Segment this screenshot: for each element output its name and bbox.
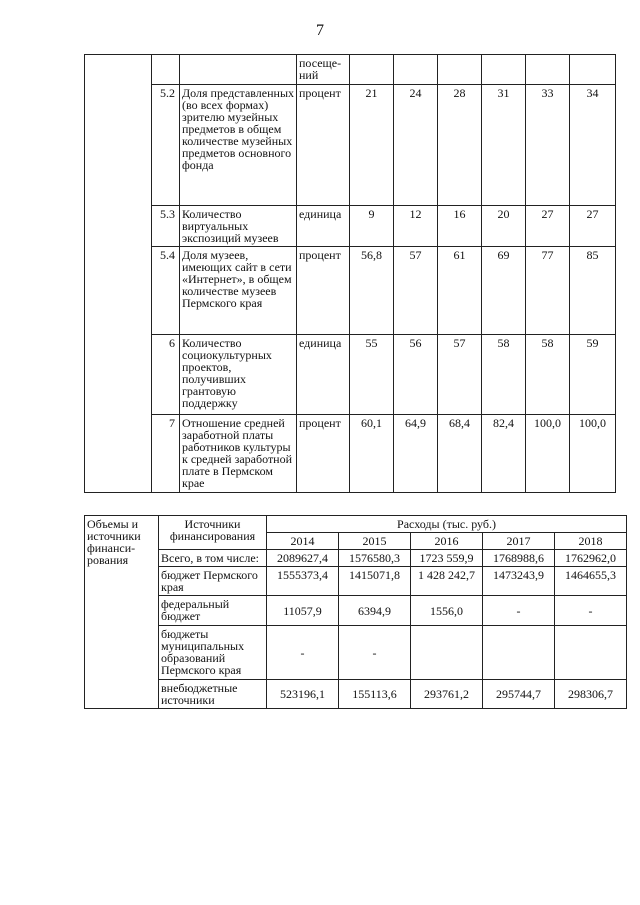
indicator-value [526,55,570,85]
indicator-unit: единица [297,335,350,415]
funding-value [411,626,483,680]
funding-value: 293761,2 [411,680,483,709]
indicator-name: Доля представленных (во всех формах) зрителю музейных предметов в общем количестве музейных предметов основного фонда [180,85,297,206]
funding-value: 6394,9 [339,596,411,626]
indicator-value: 58 [482,335,526,415]
indicator-value: 24 [394,85,438,206]
indicator-value: 33 [526,85,570,206]
indicator-row [85,247,616,335]
indicator-name: Количество виртуальных экспозиций музеев [180,206,297,247]
indicator-value: 56 [394,335,438,415]
indicator-value: 100,0 [570,415,616,493]
indicator-unit: посеще- ний [297,55,350,85]
funding-row [85,626,627,680]
indicator-value [350,55,394,85]
page-number: 7 [316,22,324,39]
funding-value: 1464655,3 [555,567,627,596]
funding-value: - [555,596,627,626]
indicator-value: 31 [482,85,526,206]
funding-value [483,626,555,680]
funding-source: внебюджетные источники [159,680,267,709]
indicator-value: 59 [570,335,616,415]
indicator-value: 21 [350,85,394,206]
indicators-table [84,54,616,493]
funding-source: бюджеты муниципальных образований Пермского края [159,626,267,680]
funding-row [85,680,627,709]
indicator-value: 69 [482,247,526,335]
funding-source: бюджет Пермского края [159,567,267,596]
indicator-name [180,55,297,85]
indicator-value: 77 [526,247,570,335]
indicator-value: 58 [526,335,570,415]
funding-value: 155113,6 [339,680,411,709]
indicator-value [394,55,438,85]
indicator-value: 60,1 [350,415,394,493]
indicator-value [482,55,526,85]
funding-value: 2089627,4 [267,550,339,567]
indicator-row [85,206,616,247]
year-header: 2018 [555,533,627,550]
indicator-value: 82,4 [482,415,526,493]
year-header: 2014 [267,533,339,550]
indicator-value: 34 [570,85,616,206]
indicator-number [152,55,180,85]
funding-value: 1555373,4 [267,567,339,596]
funding-row [85,596,627,626]
funding-value: 1415071,8 [339,567,411,596]
funding-value: 295744,7 [483,680,555,709]
indicator-name: Доля музеев, имеющих сайт в сети «Интернет», в общем количестве музеев Пермского края [180,247,297,335]
indicator-value: 100,0 [526,415,570,493]
funding-row [85,567,627,596]
indicator-value: 27 [570,206,616,247]
indicator-number: 5.4 [152,247,180,335]
indicator-value: 64,9 [394,415,438,493]
funding-value: 298306,7 [555,680,627,709]
indicator-blank-cell [85,55,152,493]
funding-value: - [267,626,339,680]
indicator-value: 16 [438,206,482,247]
funding-value: 1556,0 [411,596,483,626]
indicator-unit: процент [297,85,350,206]
funding-value: 1768988,6 [483,550,555,567]
funding-value: - [483,596,555,626]
indicator-row [85,85,616,206]
funding-value: 11057,9 [267,596,339,626]
funding-value: 1576580,3 [339,550,411,567]
indicator-number: 7 [152,415,180,493]
indicator-name: Отношение средней заработной платы работников культуры к средней заработной плате в Пермском крае [180,415,297,493]
indicator-value: 12 [394,206,438,247]
funding-source: Всего, в том числе: [159,550,267,567]
year-header: 2015 [339,533,411,550]
year-header: 2017 [483,533,555,550]
funding-section-label: Объемы и источники финанси-рования [85,516,159,709]
funding-value: 523196,1 [267,680,339,709]
indicator-row [85,415,616,493]
indicator-value [570,55,616,85]
funding-source: федеральный бюджет [159,596,267,626]
indicator-number: 5.3 [152,206,180,247]
indicator-value: 55 [350,335,394,415]
indicator-row [85,55,616,85]
indicator-value: 28 [438,85,482,206]
funding-value: 1 428 242,7 [411,567,483,596]
sources-header: Источники финансирования [159,516,267,550]
indicator-value: 61 [438,247,482,335]
funding-value: 1762962,0 [555,550,627,567]
indicator-unit: единица [297,206,350,247]
indicator-value: 57 [394,247,438,335]
indicator-row [85,335,616,415]
indicator-value: 9 [350,206,394,247]
indicator-value [438,55,482,85]
funding-value: 1473243,9 [483,567,555,596]
indicator-value: 85 [570,247,616,335]
indicator-value: 27 [526,206,570,247]
year-header: 2016 [411,533,483,550]
indicator-unit: процент [297,247,350,335]
indicator-value: 68,4 [438,415,482,493]
expenses-header: Расходы (тыс. руб.) [267,516,627,533]
indicator-value: 57 [438,335,482,415]
indicator-unit: процент [297,415,350,493]
indicator-value: 56,8 [350,247,394,335]
indicator-name: Количество социокультурных проектов, получивших грантовую поддержку [180,335,297,415]
funding-table [84,515,627,709]
funding-row [85,550,627,567]
indicator-number: 5.2 [152,85,180,206]
funding-value [555,626,627,680]
funding-value: - [339,626,411,680]
funding-value: 1723 559,9 [411,550,483,567]
indicator-value: 20 [482,206,526,247]
indicator-number: 6 [152,335,180,415]
